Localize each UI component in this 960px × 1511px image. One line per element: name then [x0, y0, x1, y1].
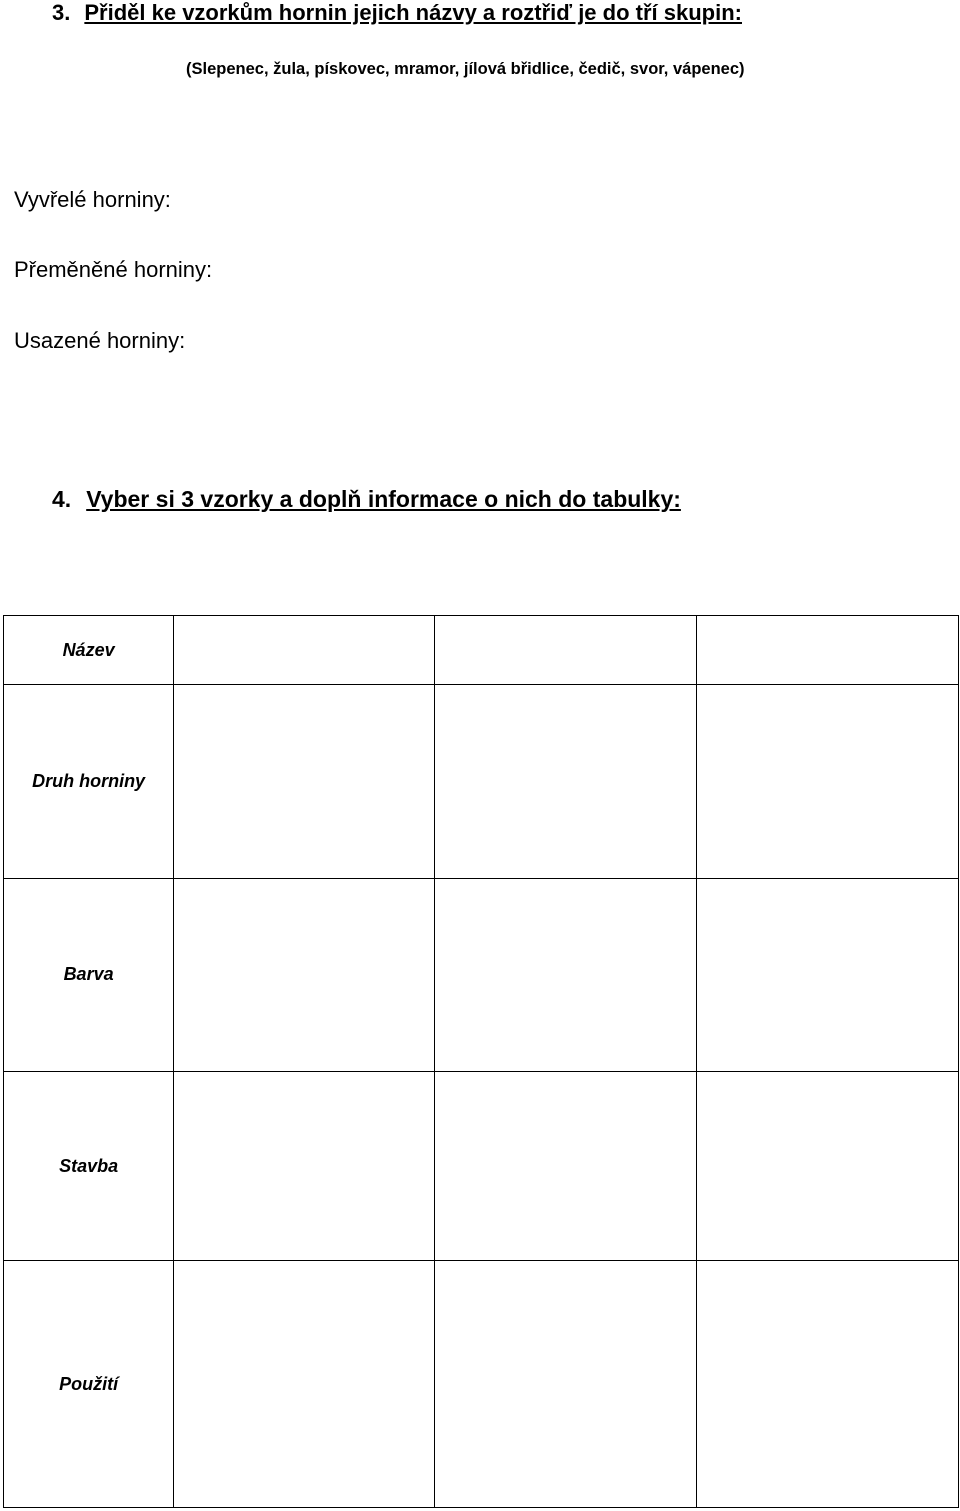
table-row	[4, 878, 959, 1071]
rock-info-table	[3, 615, 959, 1508]
row-label-structure: Stavba	[4, 1071, 174, 1260]
table-cell-structure-sample-1[interactable]	[174, 1071, 435, 1260]
table-row	[4, 1261, 959, 1508]
table-cell-name-sample-3[interactable]	[696, 616, 958, 685]
category-metamorphic: Přeměněné horniny:	[14, 257, 213, 282]
category-sedimentary: Usazené horniny:	[14, 328, 186, 353]
row-label-name: Název	[4, 616, 174, 685]
table-cell-structure-sample-3[interactable]	[696, 1071, 958, 1260]
task-3-title: Přiděl ke vzorkům hornin jejich názvy a roztřiď je do tří skupin:	[84, 0, 742, 25]
table-row	[4, 1071, 959, 1260]
table-cell-use-sample-3[interactable]	[696, 1261, 958, 1508]
table-cell-use-sample-1[interactable]	[174, 1261, 435, 1508]
table-cell-color-sample-1[interactable]	[174, 878, 435, 1071]
task-4-heading	[52, 488, 681, 511]
table-cell-use-sample-2[interactable]	[435, 1261, 696, 1508]
task-3-heading	[52, 2, 742, 24]
table-cell-rock-type-sample-2[interactable]	[435, 685, 696, 878]
table-cell-rock-type-sample-1[interactable]	[174, 685, 435, 878]
row-label-color: Barva	[4, 878, 174, 1071]
row-label-use: Použití	[4, 1261, 174, 1508]
category-igneous: Vyvřelé horniny:	[14, 187, 171, 212]
table-cell-color-sample-3[interactable]	[696, 878, 958, 1071]
rock-list: (Slepenec, žula, pískovec, mramor, jílová břidlice, čedič, svor, vápenec)	[186, 60, 745, 78]
table-cell-name-sample-1[interactable]	[174, 616, 435, 685]
table-row	[4, 616, 959, 685]
table-row	[4, 685, 959, 878]
task-4-title: Vyber si 3 vzorky a doplň informace o nich do tabulky:	[86, 486, 681, 512]
task-3-number: 3.	[52, 0, 71, 25]
table-cell-name-sample-2[interactable]	[435, 616, 696, 685]
row-label-rock-type: Druh horniny	[4, 685, 174, 878]
task-4-number: 4.	[52, 486, 72, 512]
table-cell-structure-sample-2[interactable]	[435, 1071, 696, 1260]
table-cell-rock-type-sample-3[interactable]	[696, 685, 958, 878]
table-cell-color-sample-2[interactable]	[435, 878, 696, 1071]
